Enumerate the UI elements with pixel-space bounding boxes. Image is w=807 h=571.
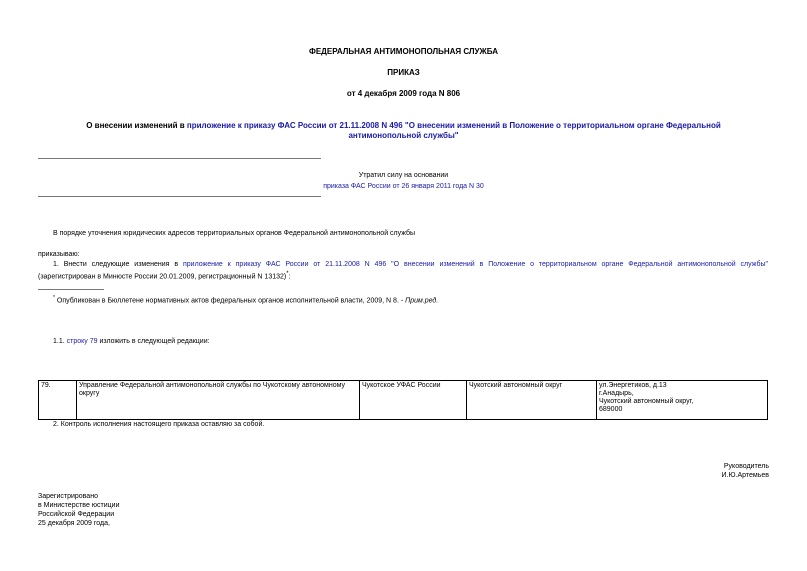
- title-prefix: О внесении изменений в: [86, 121, 187, 130]
- item-2: 2. Контроль исполнения настоящего приказа оставляю за собой.: [53, 421, 265, 428]
- cell-region: Чукотский автономный округ: [467, 381, 597, 420]
- document-type: ПРИКАЗ: [387, 68, 420, 77]
- address-line: ул.Энергетиков, д.13: [599, 382, 667, 389]
- registration-line: Зарегистрировано: [38, 493, 98, 500]
- cell-address: [597, 381, 768, 420]
- item-1-registration: (зарегистрирован в Минюсте России 20.01.2009, регистрационный N 13132): [38, 273, 287, 281]
- item-1-link[interactable]: приложение к приказу ФАС России от 21.11.2008 N 496 "О внесении изменений в Положение о территориальном органе Федеральной антимонопольной службы": [182, 261, 768, 268]
- item-1-1-suffix: изложить в следующей редакции:: [97, 338, 210, 345]
- signature-block: [722, 462, 770, 480]
- intro-paragraph: В порядке уточнения юридических адресов территориальных органов Федеральной антимонопольной службы: [53, 230, 416, 237]
- footnote-text: Опубликован в Бюллетене нормативных актов федеральных органов исполнительной власти, 2009, N 8. -: [54, 297, 406, 305]
- order-word: приказываю:: [38, 251, 80, 258]
- title-link[interactable]: приложение к приказу ФАС России от 21.11.2008 N 496 "О внесении изменений в Положение о территориальном органе Федеральной: [186, 121, 721, 130]
- status-divider: [38, 196, 321, 197]
- item-1-colon: :: [288, 273, 291, 281]
- footnote-italic: Прим.ред.: [405, 297, 439, 305]
- footnote-divider: [38, 289, 104, 290]
- signature-name: И.Ю.Артемьев: [721, 472, 769, 479]
- footnote-ref: *: [286, 271, 289, 277]
- address-line: Чукотский автономный округ,: [599, 398, 694, 405]
- cell-short-name: Чукотское УФАС России: [360, 381, 467, 420]
- item-1-line-2: [38, 270, 291, 281]
- item-1: [53, 260, 768, 269]
- footnote: [53, 294, 438, 305]
- cell-number: 79.: [39, 381, 77, 420]
- agency-name: ФЕДЕРАЛЬНАЯ АНТИМОНОПОЛЬНАЯ СЛУЖБА: [309, 47, 498, 56]
- address-line: 689000: [599, 406, 623, 413]
- document-title: [0, 121, 807, 141]
- status-text: Утратил силу на основании: [358, 172, 449, 179]
- item-1-prefix: 1. Внести следующие изменения в: [53, 261, 179, 268]
- document-date-number: от 4 декабря 2009 года N 806: [346, 89, 461, 98]
- registration-line: Российской Федерации: [38, 511, 115, 518]
- status-note: [260, 171, 547, 191]
- cell-full-name: Управление Федеральной антимонопольной службы по Чукотскому автономному округу: [77, 381, 360, 420]
- top-divider: [38, 158, 321, 159]
- item-1-1-prefix: 1.1.: [53, 338, 67, 345]
- address-line: г.Анадырь,: [599, 390, 634, 397]
- item-1-1: [53, 337, 210, 346]
- title-link-continued[interactable]: антимонопольной службы": [348, 131, 459, 140]
- registration-block: [38, 492, 119, 528]
- status-link[interactable]: приказа ФАС России от 26 января 2011 года N 30: [323, 183, 484, 190]
- footnote-mark: *: [53, 295, 55, 301]
- territorial-bodies-table: [38, 380, 768, 420]
- signature-role: Руководитель: [723, 463, 769, 470]
- registration-line: 25 декабря 2009 года,: [38, 520, 110, 527]
- item-1-1-link[interactable]: строку 79: [66, 338, 98, 345]
- table-row: [39, 381, 768, 420]
- registration-line: в Министерстве юстиции: [38, 502, 120, 509]
